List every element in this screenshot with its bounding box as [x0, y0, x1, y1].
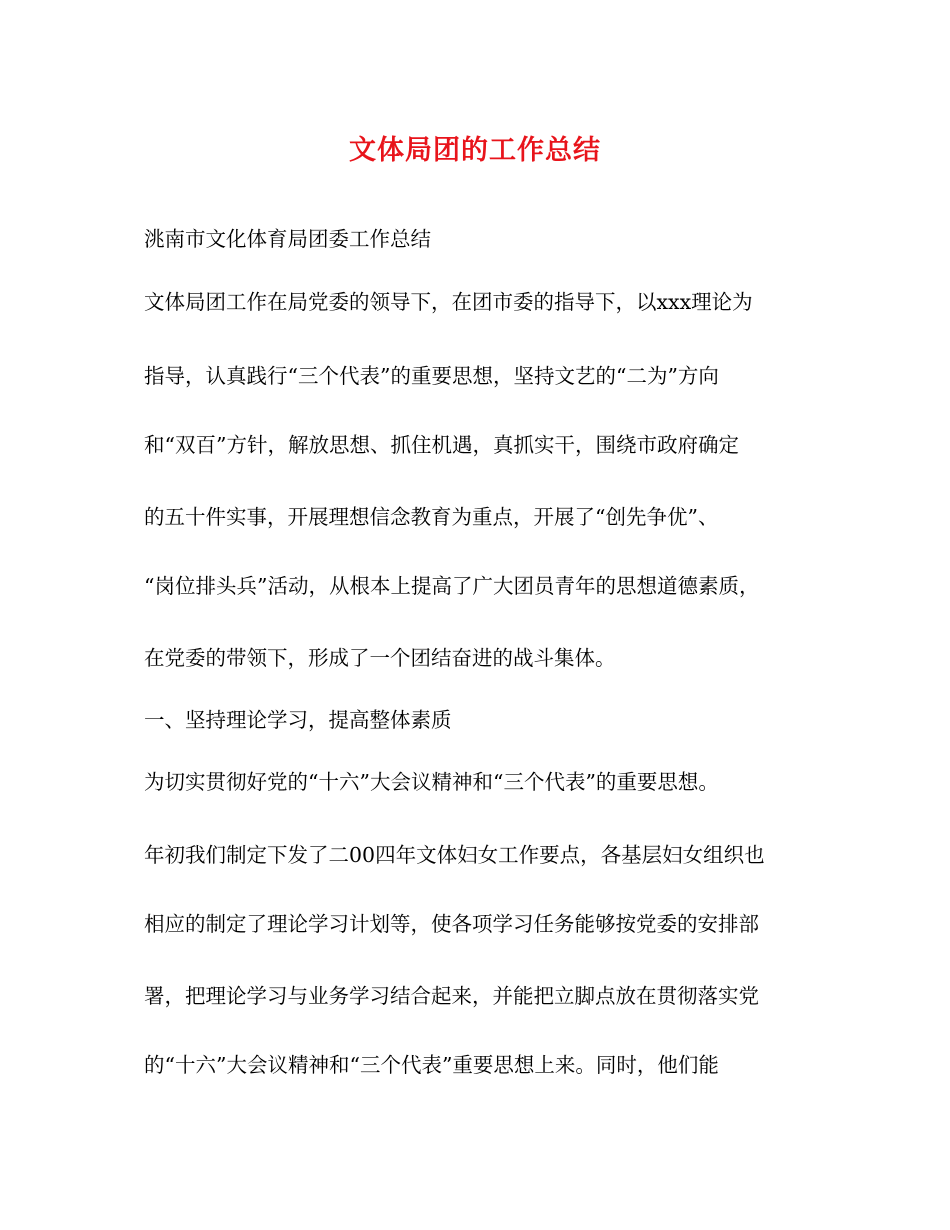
body-line: 文体局团工作在局党委的领导下，在团市委的指导下，以xxx理论为	[144, 290, 753, 314]
body-line: 相应的制定了理论学习计划等，使各项学习任务能够按党委的安排部	[144, 912, 759, 936]
body-line: 署，把理论学习与业务学习结合起来，并能把立脚点放在贯彻落实党	[144, 984, 759, 1008]
body-line: 的五十件实事，开展理想信念教育为重点，开展了“创先争优”、	[144, 505, 719, 529]
body-line: “岗位排头兵”活动，从根本上提高了广大团员青年的思想道德素质，	[144, 574, 760, 598]
subtitle-line: 洮南市文化体育局团委工作总结	[144, 227, 431, 251]
section-heading: 一、坚持理论学习，提高整体素质	[144, 708, 452, 732]
body-line: 在党委的带领下，形成了一个团结奋进的战斗集体。	[144, 646, 616, 670]
body-line: 指导，认真践行“三个代表”的重要思想，坚持文艺的“二为”方向	[144, 364, 719, 388]
body-line: 的“十六”大会议精神和“三个代表”重要思想上来。同时，他们能	[144, 1053, 719, 1077]
body-line: 为切实贯彻好党的“十六”大会议精神和“三个代表”的重要思想。	[144, 770, 719, 794]
body-line: 年初我们制定下发了二00四年文体妇女工作要点，各基层妇女组织也	[144, 843, 765, 867]
body-line: 和“双百”方针，解放思想、抓住机遇，真抓实干，围绕市政府确定	[144, 433, 739, 457]
document-title: 文体局团的工作总结	[349, 135, 601, 166]
